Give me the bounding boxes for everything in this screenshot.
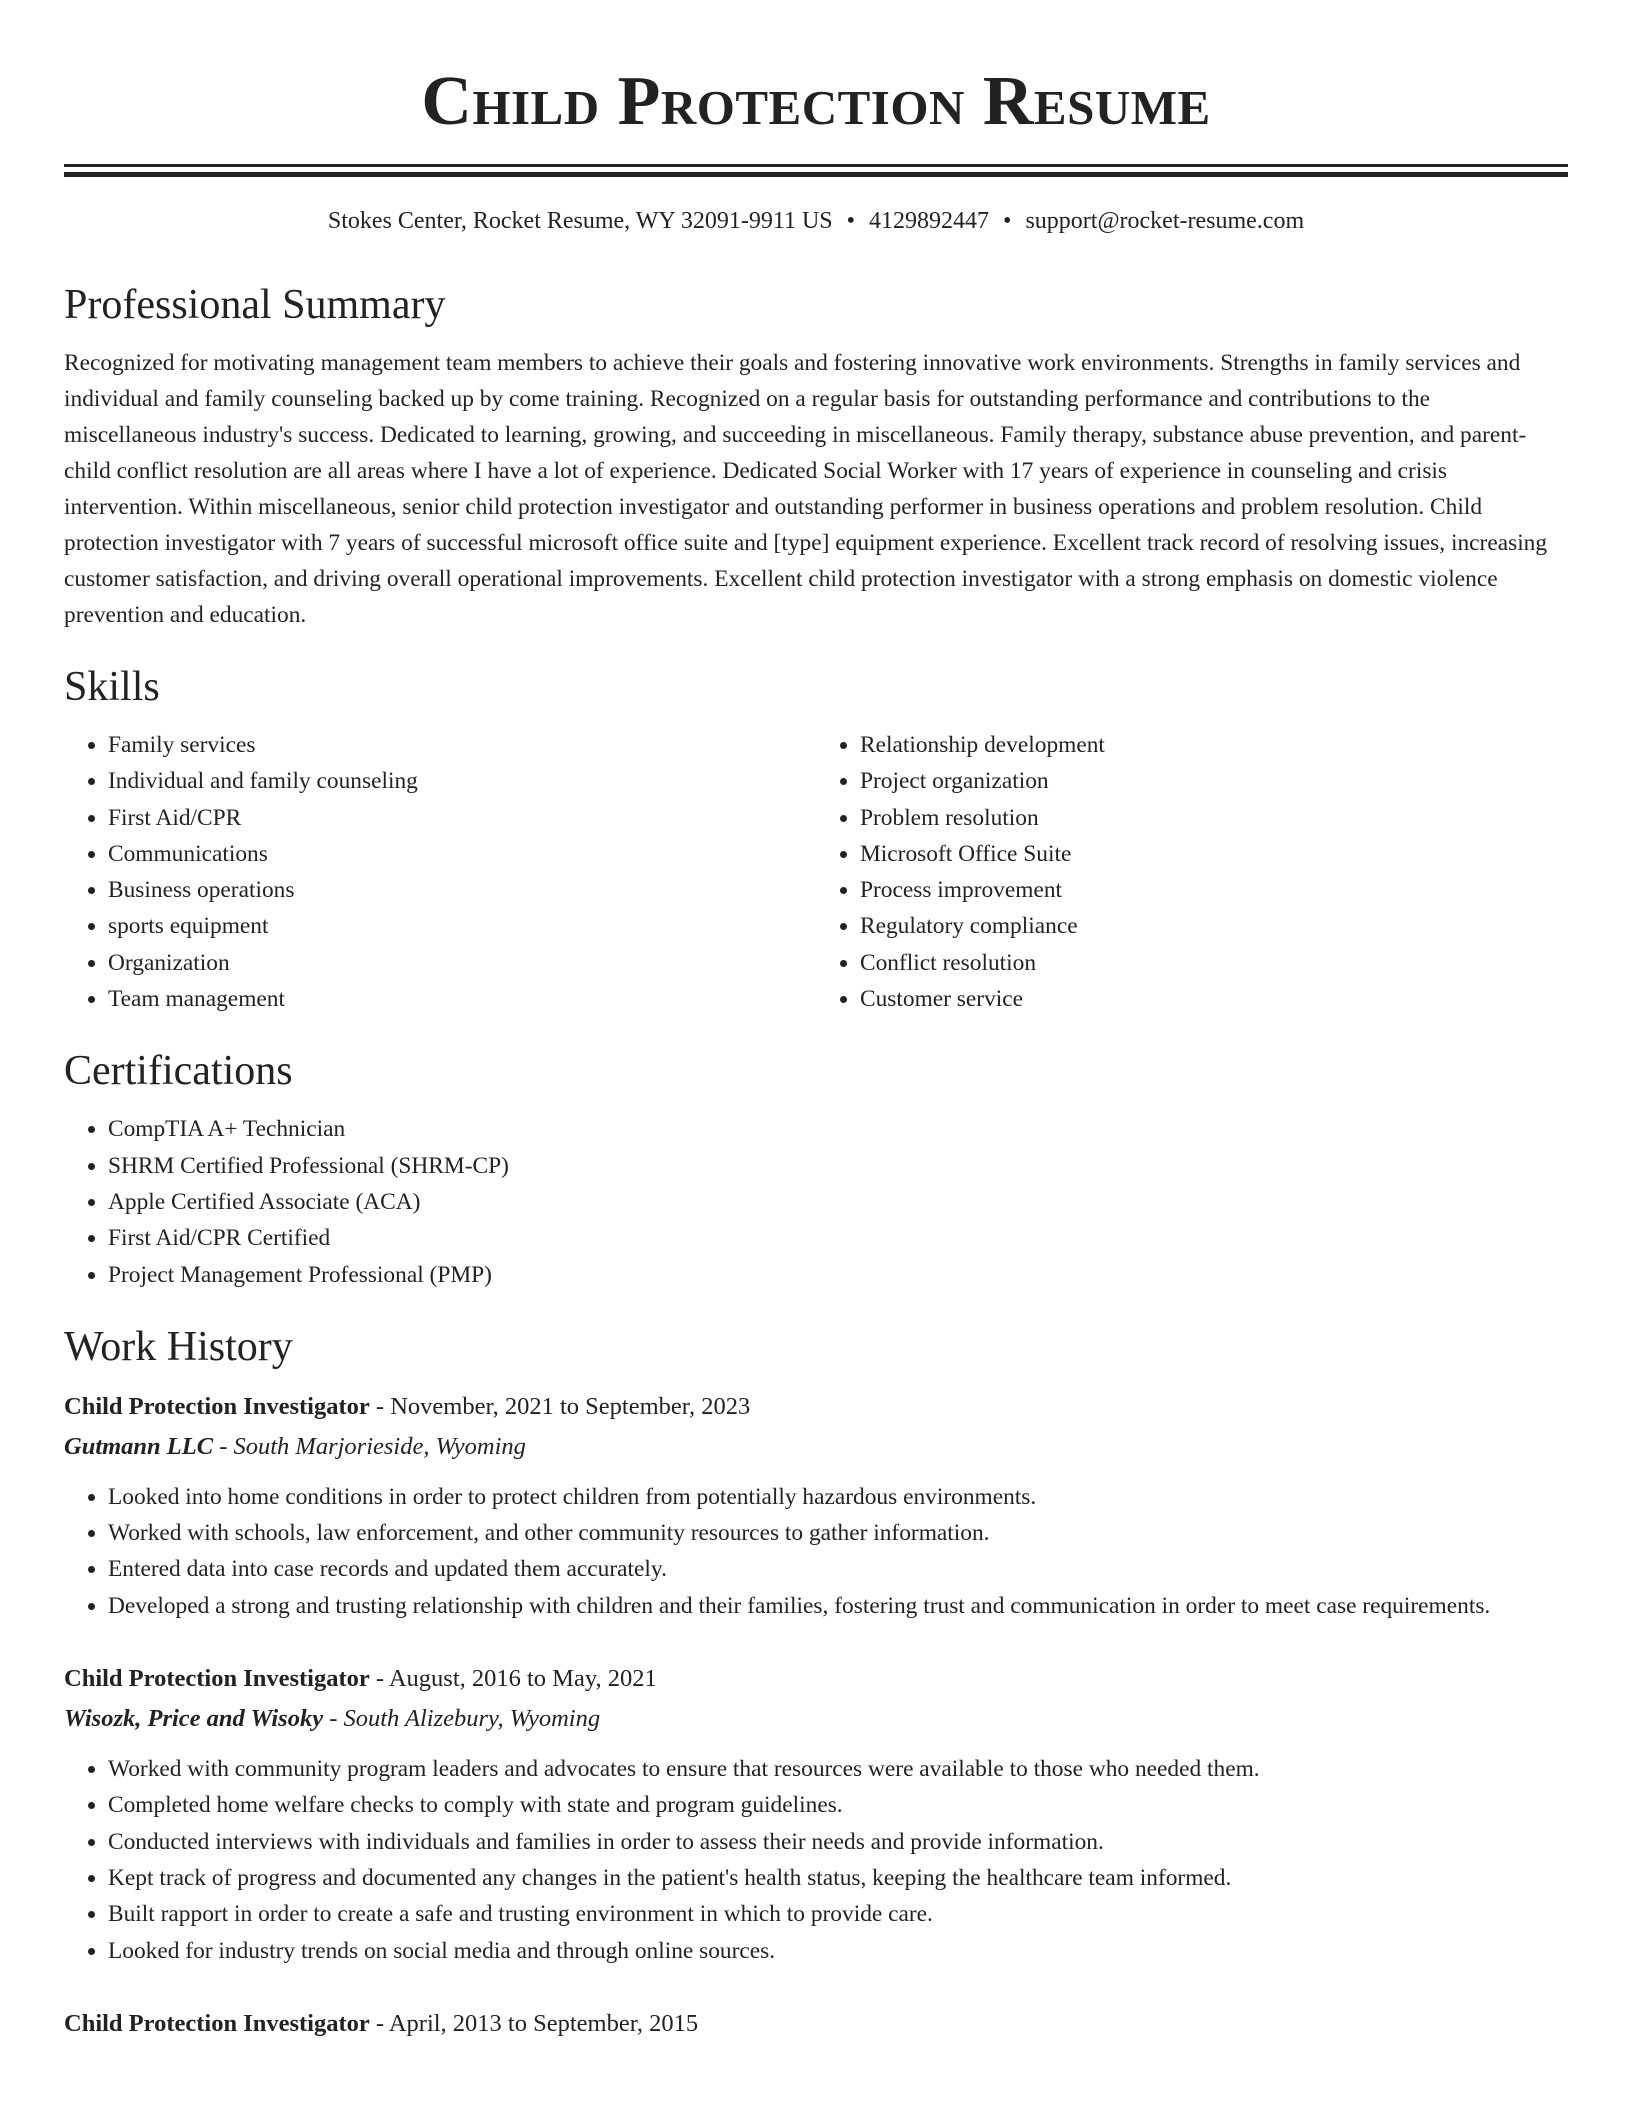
- certification-item: • SHRM Certified Professional (SHRM-CP): [108, 1148, 1568, 1184]
- contact-separator: •: [846, 208, 856, 234]
- contact-line: [64, 205, 1568, 237]
- job-duty: • Built rapport in order to create a safe and trusting environment in which to provide care.: [108, 1896, 1568, 1932]
- job-duty: • Worked with community program leaders and advocates to ensure that resources were available to those who needed them.: [108, 1751, 1568, 1787]
- job-duty: • Developed a strong and trusting relationship with children and their families, fostering trust and communication in order to meet case requirements.: [108, 1588, 1568, 1624]
- skill-item: • Regulatory compliance: [860, 908, 1568, 944]
- contact-email: support@rocket-resume.com: [1025, 208, 1305, 234]
- job-title: Child Protection Investigator: [64, 2009, 370, 2037]
- job-entry: [64, 2004, 1568, 2044]
- job-header: [64, 1659, 1568, 1699]
- skill-item: • Microsoft Office Suite: [860, 836, 1568, 872]
- certification-item: • Project Management Professional (PMP): [108, 1257, 1568, 1293]
- section-heading-certifications: Certifications: [64, 1048, 293, 1095]
- certification-item: • CompTIA A+ Technician: [108, 1111, 1568, 1147]
- job-header: [64, 1387, 1568, 1427]
- job-dates: - April, 2013 to September, 2015: [369, 2009, 699, 2037]
- skill-item: • sports equipment: [108, 908, 816, 944]
- certification-item: • First Aid/CPR Certified: [108, 1220, 1568, 1256]
- job-duty: • Worked with schools, law enforcement, and other community resources to gather information.: [108, 1515, 1568, 1551]
- skill-item: • Process improvement: [860, 872, 1568, 908]
- job-duty: • Conducted interviews with individuals and families in order to assess their needs and provide information.: [108, 1824, 1568, 1860]
- skill-item: • Project organization: [860, 763, 1568, 799]
- job-duties-list: [64, 1751, 1568, 1969]
- job-title: Child Protection Investigator: [64, 1392, 370, 1420]
- job-duty: • Kept track of progress and documented any changes in the patient's health status, keeping the healthcare team informed.: [108, 1860, 1568, 1896]
- resume-page: [64, 0, 1568, 2044]
- job-duties-list: [64, 1479, 1568, 1624]
- skill-item: • Problem resolution: [860, 800, 1568, 836]
- job-entry: [64, 1387, 1568, 1624]
- job-header: [64, 2004, 1568, 2044]
- job-entry: [64, 1659, 1568, 1969]
- certifications-section: [64, 1046, 1568, 1292]
- job-title: Child Protection Investigator: [64, 1665, 370, 1693]
- job-duty: • Completed home welfare checks to comply with state and program guidelines.: [108, 1787, 1568, 1823]
- job-duty: • Entered data into case records and updated them accurately.: [108, 1551, 1568, 1587]
- job-company-line: [64, 1699, 1568, 1739]
- job-location: - South Alizebury, Wyoming: [323, 1705, 601, 1733]
- job-dates: - August, 2016 to May, 2021: [369, 1665, 657, 1693]
- skills-section: [64, 662, 1568, 1017]
- skills-list-left: [64, 727, 816, 1017]
- job-company: Wisozk, Price and Wisoky: [64, 1705, 324, 1733]
- skill-item: • Customer service: [860, 981, 1568, 1017]
- job-company: Gutmann LLC: [64, 1432, 214, 1460]
- contact-address: Stokes Center, Rocket Resume, WY 32091-9911 US: [327, 208, 833, 234]
- title-divider-thin: [64, 164, 1568, 167]
- skill-item: • Family services: [108, 727, 816, 763]
- resume-title: Child Protection Resume: [421, 63, 1211, 140]
- certifications-list: [64, 1111, 1568, 1292]
- job-company-line: [64, 1427, 1568, 1467]
- skill-item: • Individual and family counseling: [108, 763, 816, 799]
- job-location: - South Marjorieside, Wyoming: [213, 1432, 526, 1460]
- work-history-section: [64, 1322, 1568, 2044]
- professional-summary-section: [64, 280, 1568, 633]
- section-heading-work-history: Work History: [64, 1323, 293, 1370]
- job-duty: • Looked for industry trends on social media and through online sources.: [108, 1933, 1568, 1969]
- job-dates: - November, 2021 to September, 2023: [369, 1392, 751, 1420]
- skill-item: • Relationship development: [860, 727, 1568, 763]
- contact-phone: 4129892447: [869, 208, 990, 234]
- section-heading-skills: Skills: [64, 664, 160, 710]
- skills-columns: [64, 727, 1568, 1017]
- skill-item: • Business operations: [108, 872, 816, 908]
- section-heading-summary: Professional Summary: [64, 282, 446, 328]
- skill-item: • Team management: [108, 981, 816, 1017]
- title-divider-thick: [64, 172, 1568, 177]
- contact-separator: •: [1003, 208, 1012, 234]
- skill-item: • Communications: [108, 836, 816, 872]
- skill-item: • Organization: [108, 945, 816, 981]
- certification-item: • Apple Certified Associate (ACA): [108, 1184, 1568, 1220]
- skills-list-right: [816, 727, 1568, 1017]
- skill-item: • First Aid/CPR: [108, 800, 816, 836]
- skill-item: • Conflict resolution: [860, 945, 1568, 981]
- job-duty: • Looked into home conditions in order to protect children from potentially hazardous environments.: [108, 1479, 1568, 1515]
- summary-text: Recognized for motivating management team members to achieve their goals and fostering innovative work environments. Strengths in family services and individual and family counseling backed up by come training. Recognized on a regular basis for outstanding performance and contributions to the miscellaneous industry's success. Dedicated to learning, growing, and succeeding in miscellaneous. Family therapy, substance abuse prevention, and parent-child conflict resolution are all areas where I have a lot of experience. Dedicated Social Worker with 17 years of experience in counseling and crisis intervention. Within miscellaneous, senior child protection investigator and outstanding performer in business operations and problem resolution. Child protection investigator with 7 years of successful microsoft office suite and [type] equipment experience. Excellent track record of resolving issues, increasing customer satisfaction, and driving overall operational improvements. Excellent child protection investigator with a strong emphasis on domestic violence prevention and education.: [64, 350, 1548, 628]
